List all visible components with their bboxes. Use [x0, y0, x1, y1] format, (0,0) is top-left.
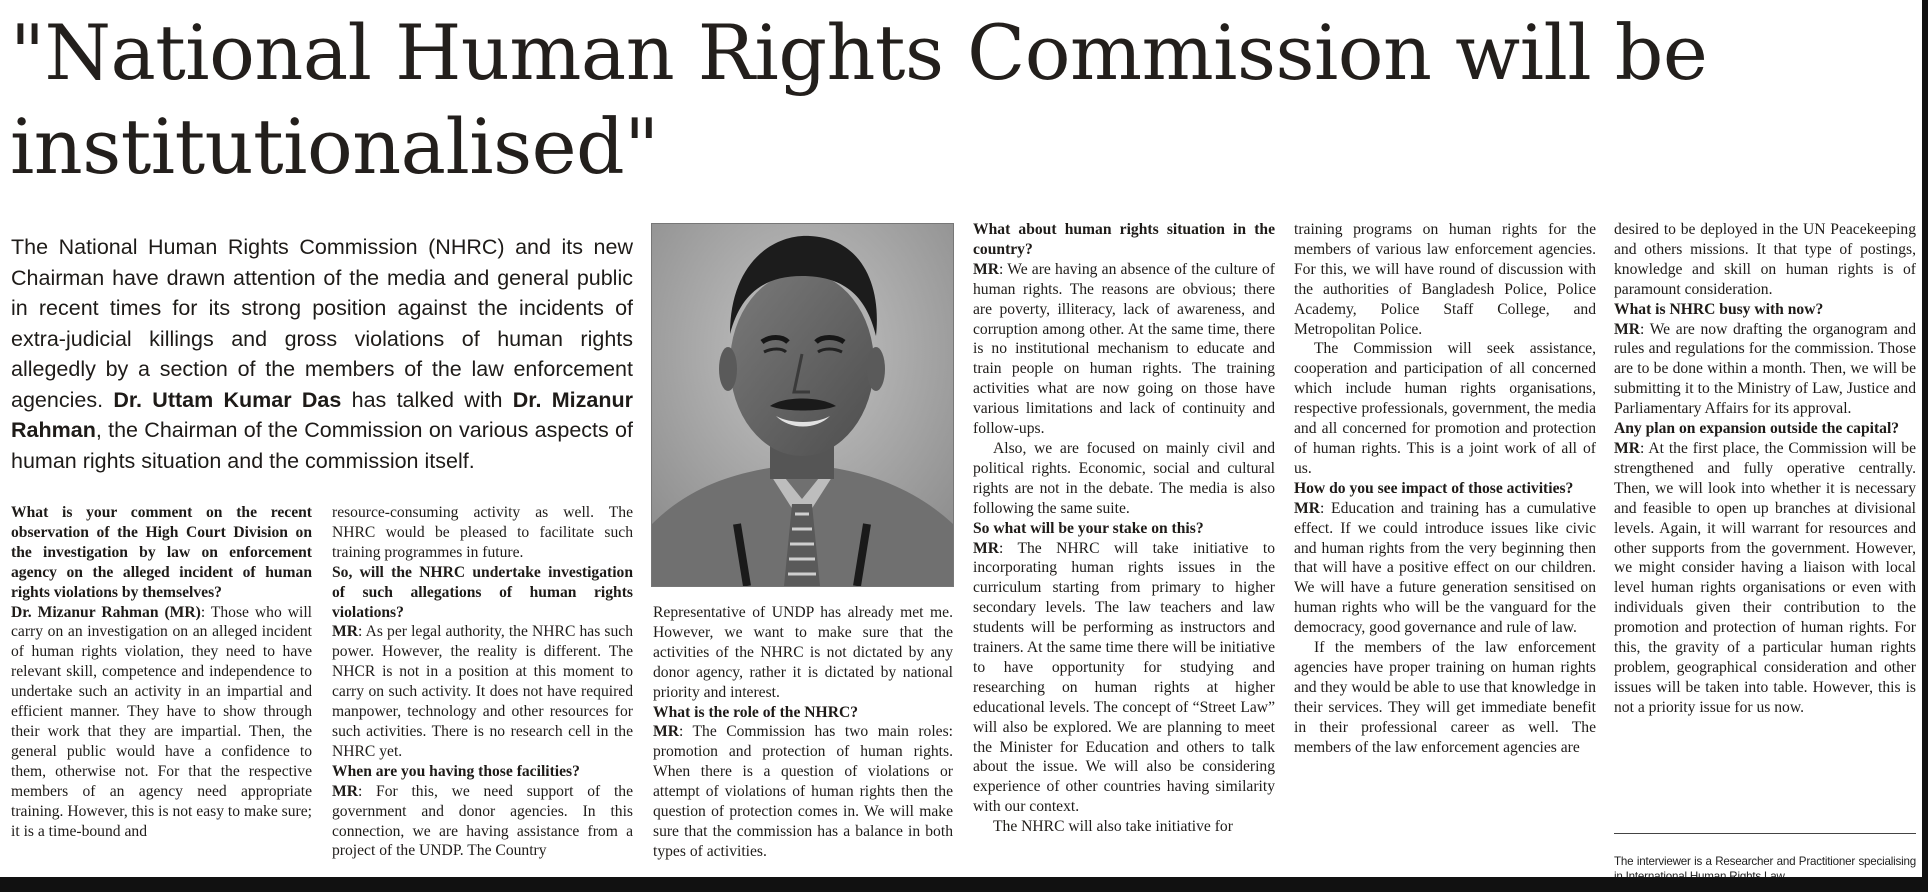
- paragraph: The Commission will seek assistance, cooperation and participation of all concerned which include human rights organisations, respective professionals, government, the media and all concerned for promotion and protection of human rights. This is a joint work of all of us.: [1294, 340, 1596, 477]
- answer-label: MR: [332, 782, 358, 800]
- answer-label: MR: [973, 260, 999, 278]
- question-4: What is the role of the NHRC?: [653, 703, 859, 721]
- answer-label: MR: [1614, 439, 1640, 457]
- column-6: [1614, 220, 1916, 718]
- paragraph: desired to be deployed in the UN Peacekeeping and others missions. It that type of postings, knowledge and skill on human rights is of paramount consideration.: [1614, 221, 1916, 298]
- question-3: When are you having those facilities?: [332, 762, 580, 780]
- paragraph: resource-consuming activity as well. The NHRC would be pleased to facilitate such training programmes in future.: [332, 504, 633, 561]
- question-2: So, will the NHRC undertake investigation of such allegations of human rights violations?: [332, 563, 633, 621]
- column-3: [653, 603, 953, 862]
- answer-6: [973, 539, 1275, 818]
- answer-label: MR: [1614, 320, 1640, 338]
- paragraph: The NHRC will also take initiative for: [993, 818, 1233, 836]
- right-border: [1922, 0, 1928, 892]
- answer-text: : We are having an absence of the culture of human rights. The reasons are obvious; there are poverty, illiteracy, lack of awareness, and corruption among other. At the same time, there is no institutional mechanism to educate and train people on human rights. The training activities what are now going on those have various limitations and lack of continuity and follow-ups.: [973, 260, 1275, 438]
- answer-text: : At the first place, the Commission will be strengthened and fully operative centrally. Then, we will look into whether it is necessary and feasible to open up branches at divisional levels. Again, it will warrant for resources and other supports from the government. However, we might consider having a liaison with local level human rights organisations or even with individuals given their contribution to the promotion and protection of human rights. For this, the gravity of a particular human rights problem, geographical consideration and other issues will be taken into table. However, this is not a priority issue for us now.: [1614, 439, 1916, 716]
- column-1: [11, 503, 312, 841]
- answer-text: : We are now drafting the organogram and rules and regulations for the commission. Those are to be done within a month. Then, we will be submitting it to the Ministry of Law, Justice and Parliamentary Affairs for its approval.: [1614, 320, 1916, 418]
- bottom-border: [0, 877, 1928, 892]
- paragraph: training programs on human rights for the members of various law enforcement agencies. For this, we will have round of discussion with the authorities of Bangladesh Police, Police Academy, Police Staff College, and Metropolitan Police.: [1294, 221, 1596, 338]
- column-2: [332, 503, 633, 861]
- footnote-divider: [1614, 833, 1916, 834]
- paragraph: If the members of the law enforcement agencies have proper training on human rights and they would be able to use that knowledge in their services. They will get immediate benefit in their professional career as well. The members of the law enforcement agencies are: [1294, 639, 1596, 756]
- answer-4: [653, 722, 953, 861]
- intro-paragraph: [11, 232, 633, 476]
- question-8: What is NHRC busy with now?: [1614, 300, 1824, 318]
- answer-7: [1294, 499, 1596, 638]
- interviewer-footnote: The interviewer is a Researcher and Practitioner specialising: [1614, 854, 1916, 868]
- intro-text-1: The National Human Rights Commission (NHRC) and its new Chairman have drawn attention of the media and general public in recent times for its strong position against the incidents of extra-judicial killings and gross violations of human rights allegedly by a section of the members of the law enforcement agencies.: [11, 235, 633, 412]
- answer-label: MR: [653, 723, 679, 741]
- question-6: So what will be your stake on this?: [973, 519, 1204, 537]
- column-4: [973, 220, 1275, 837]
- answer-text: : Those who will carry on an investigation on an alleged incident of human rights violation, they need to have relevant skill, competence and independence to undertake such an activity in an impartial and efficient manner. They have to show through their work that they are impartial. Then, the general public would have a confidence to them, otherwise not. For that the respective members of an agency need appropriate training. However, this is not easy to make sure; it is a time-bound and: [11, 603, 312, 840]
- answer-8: [1614, 320, 1916, 420]
- interviewer-name: Dr. Uttam Kumar Das: [113, 387, 342, 412]
- question-9: Any plan on expansion outside the capital?: [1614, 420, 1900, 438]
- answer-text: : For this, we need support of the government and donor agencies. In this connection, we are having assistance from a project of the UNDP. The Country: [332, 782, 633, 860]
- question-5: What about human rights situation in the country?: [973, 221, 1275, 258]
- question-7: How do you see impact of those activities?: [1294, 479, 1574, 497]
- answer-1: [11, 603, 312, 842]
- column-5: [1294, 220, 1596, 757]
- answer-label: MR: [1294, 499, 1320, 517]
- question-1: What is your comment on the recent observation of the High Court Division on the investigation by law on enforcement agency on the alleged incident of human rights violations by themselves?: [11, 504, 312, 601]
- interviewee-name: Dr. Mizanur Rahman: [11, 387, 633, 442]
- intro-text-2: has talked with: [341, 387, 513, 412]
- answer-text: : As per legal authority, the NHRC has such power. However, the reality is different. The NHCR is not in a position at this moment to carry on such activity. It does not have required manpower, technology and other resources for such activities. There is no research cell in the NHRC yet.: [332, 623, 633, 760]
- answer-3: [332, 782, 633, 862]
- portrait-photo-icon: [652, 224, 953, 586]
- paragraph: Representative of UNDP has already met me. However, we want to make sure that the activities of the NHRC is not dictated by any donor agency, rather it is dictated by national priority and interest.: [653, 604, 953, 701]
- answer-label: MR: [973, 539, 999, 557]
- paragraph: Also, we are focused on mainly civil and political rights. Economic, social and cultural rights are not in the debate. The media is also following the same suite.: [973, 439, 1275, 517]
- headline: "National Human Rights Commission will be institutionalised": [10, 8, 1708, 191]
- answer-text: : The NHRC will take initiative to incorporating human rights issues in the curriculum starting from primary to higher secondary levels. The law teachers and law students will be performing as instructors and trainers. At the same time there will be initiative to have opportunity for studying and researching on human rights at higher educational levels. The concept of “Street Law” will also be explored. We are planning to meet the Minister for Education and others to talk about the issue. We will also be considering experience of other countries having similarity with our context.: [973, 539, 1275, 816]
- answer-5: [973, 260, 1275, 439]
- answer-2: [332, 622, 633, 761]
- answer-text: : The Commission has two main roles: promotion and protection of human rights. When there is a question of violations or attempt of violations of human rights then the question of protection comes in. We will make sure that the commission has a balance in both types of activities.: [653, 723, 953, 860]
- intro-text-3: , the Chairman of the Commission on various aspects of human rights situation and the commission itself.: [11, 418, 633, 473]
- answer-text: : Education and training has a cumulative effect. If we could introduce issues like civic and human rights from the very beginning then that will have a positive effect on our children. We will have a future generation sensitised on human rights who will be the vanguard for the democracy, good governance and rule of law.: [1294, 499, 1596, 637]
- answer-label: MR: [332, 623, 358, 641]
- answer-label: Dr. Mizanur Rahman (MR): [11, 603, 201, 621]
- answer-9: [1614, 439, 1916, 718]
- portrait-photo: [651, 223, 954, 587]
